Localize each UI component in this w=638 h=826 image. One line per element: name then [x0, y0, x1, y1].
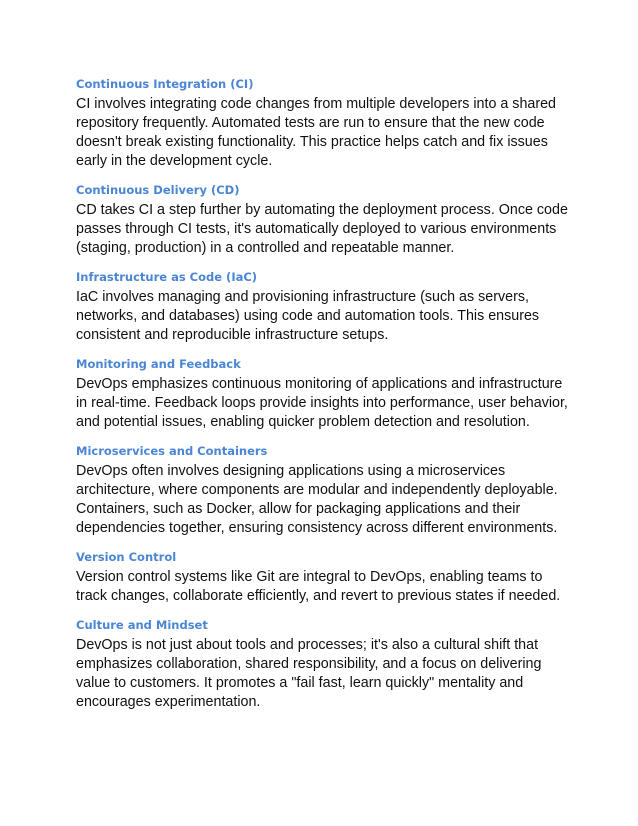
body-line: early in the development cycle.	[76, 153, 273, 169]
section-continuous-delivery	[76, 182, 566, 258]
body-line: Version control systems like Git are integral to DevOps, enabling teams to	[76, 569, 543, 585]
section-body	[76, 636, 566, 712]
section-body	[76, 375, 566, 432]
body-line: track changes, collaborate efficiently, and revert to previous states if needed.	[76, 588, 561, 604]
section-body	[76, 462, 566, 538]
section-culture-mindset	[76, 617, 566, 712]
section-heading: Version Control	[76, 550, 177, 564]
body-line: (staging, production) in a controlled and repeatable manner.	[76, 240, 455, 256]
body-line: in real-time. Feedback loops provide insights into performance, user behavior,	[76, 395, 568, 411]
section-body	[76, 201, 566, 258]
section-body	[76, 288, 566, 345]
body-line: passes through CI tests, it's automatically deployed to various environments	[76, 221, 557, 237]
section-heading: Continuous Integration (CI)	[76, 77, 254, 91]
section-heading: Continuous Delivery (CD)	[76, 183, 240, 197]
body-line: DevOps emphasizes continuous monitoring of applications and infrastructure	[76, 376, 563, 392]
section-infrastructure-as-code	[76, 269, 566, 345]
section-heading: Infrastructure as Code (IaC)	[76, 270, 258, 284]
body-line: CI involves integrating code changes from multiple developers into a shared	[76, 96, 557, 112]
body-line: Containers, such as Docker, allow for packaging applications and their	[76, 501, 521, 517]
document-content	[76, 76, 566, 723]
section-body	[76, 568, 566, 606]
body-line: dependencies together, ensuring consistency across different environments.	[76, 520, 558, 536]
body-line: encourages experimentation.	[76, 694, 261, 710]
section-heading: Microservices and Containers	[76, 444, 268, 458]
body-line: DevOps often involves designing applications using a microservices	[76, 463, 506, 479]
body-line: networks, and databases) using code and automation tools. This ensures	[76, 308, 540, 324]
body-line: architecture, where components are modular and independently deployable.	[76, 482, 558, 498]
section-body	[76, 95, 566, 171]
body-line: emphasizes collaboration, shared responsibility, and a focus on delivering	[76, 656, 542, 672]
body-line: CD takes CI a step further by automating the deployment process. Once code	[76, 202, 568, 218]
body-line: consistent and reproducible infrastructure setups.	[76, 327, 389, 343]
body-line: value to customers. It promotes a "fail fast, learn quickly" mentality and	[76, 675, 524, 691]
body-line: repository frequently. Automated tests are run to ensure that the new code	[76, 115, 545, 131]
section-microservices-containers	[76, 443, 566, 538]
body-line: IaC involves managing and provisioning infrastructure (such as servers,	[76, 289, 529, 305]
section-heading: Culture and Mindset	[76, 618, 208, 632]
body-line: doesn't break existing functionality. This practice helps catch and fix issues	[76, 134, 548, 150]
section-version-control	[76, 549, 566, 606]
section-monitoring-feedback	[76, 356, 566, 432]
section-continuous-integration	[76, 76, 566, 171]
body-line: DevOps is not just about tools and processes; it's also a cultural shift that	[76, 637, 539, 653]
body-line: and potential issues, enabling quicker problem detection and resolution.	[76, 414, 530, 430]
section-heading: Monitoring and Feedback	[76, 357, 241, 371]
